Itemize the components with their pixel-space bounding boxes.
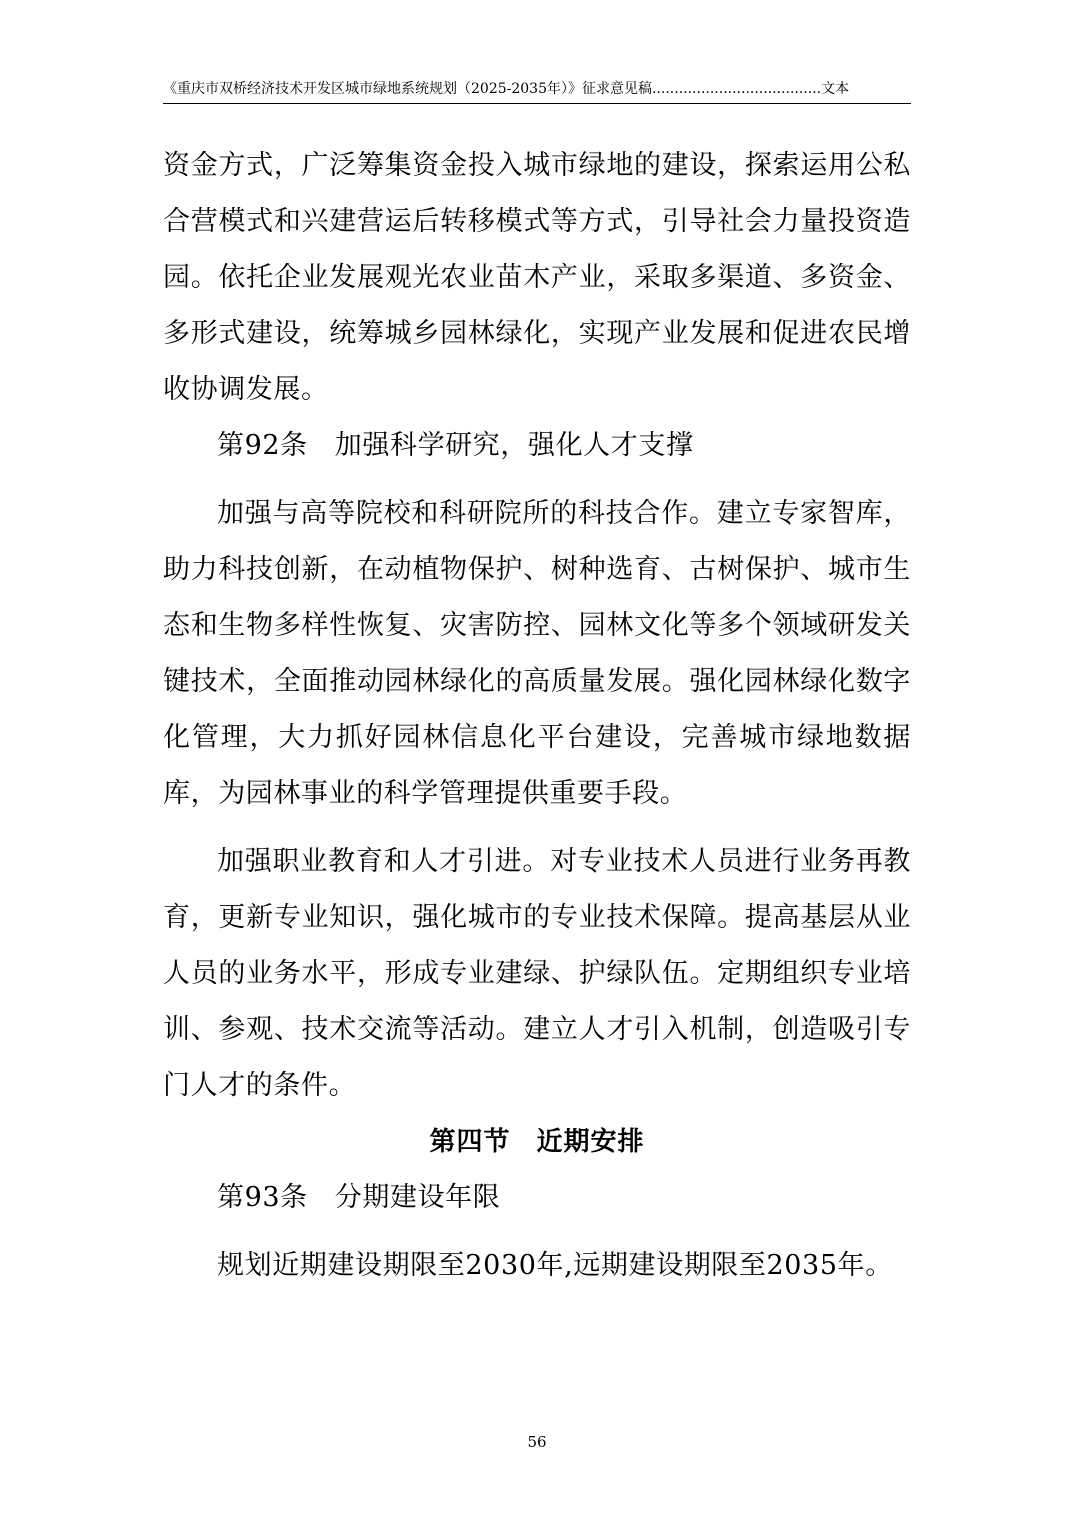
running-header: 《重庆市双桥经济技术开发区城市绿地系统规划（2025-2035年）》征求意见稿......................................文本 [163, 81, 850, 97]
section-number: 第四节 [429, 1127, 511, 1157]
article-heading-92 [163, 418, 911, 474]
section-title: 近期安排 [536, 1127, 645, 1157]
body-paragraph: 规划近期建设期限至2030年,远期建设期限至2035年。 [217, 1250, 893, 1281]
section-heading [163, 1114, 911, 1170]
article-number: 第93条 [217, 1182, 308, 1213]
article-title: 分期建设年限 [334, 1182, 501, 1213]
page-body [163, 138, 911, 1294]
body-paragraph: 加强职业教育和人才引进。对专业技术人员进行业务再教育，更新专业知识，强化城市的专业技术保障。提高基层从业人员的业务水平，形成专业建绿、护绿队伍。定期组织专业培训、参观、技术交流等活动。建立人才引入机制，创造吸引专门人才的条件。 [163, 846, 911, 1101]
body-paragraph: 加强与高等院校和科研院所的科技合作。建立专家智库，助力科技创新，在动植物保护、树种选育、古树保护、城市生态和生物多样性恢复、灾害防控、园林文化等多个领域研发关键技术，全面推动园林绿化的高质量发展。强化园林绿化数字化管理，大力抓好园林信息化平台建设，完善城市绿地数据库，为园林事业的科学管理提供重要手段。 [163, 498, 911, 809]
page-number: 56 [527, 1433, 547, 1451]
body-paragraph: 资金方式，广泛筹集资金投入城市绿地的建设，探索运用公私合营模式和兴建营运后转移模式等方式，引导社会力量投资造园。依托企业发展观光农业苗木产业，采取多渠道、多资金、多形式建设，统筹城乡园林绿化，实现产业发展和促进农民增收协调发展。 [163, 150, 911, 405]
article-heading-93 [163, 1170, 911, 1226]
article-number: 第92条 [217, 430, 308, 461]
article-title: 加强科学研究，强化人才支撑 [334, 430, 694, 461]
header-rule [163, 103, 911, 104]
